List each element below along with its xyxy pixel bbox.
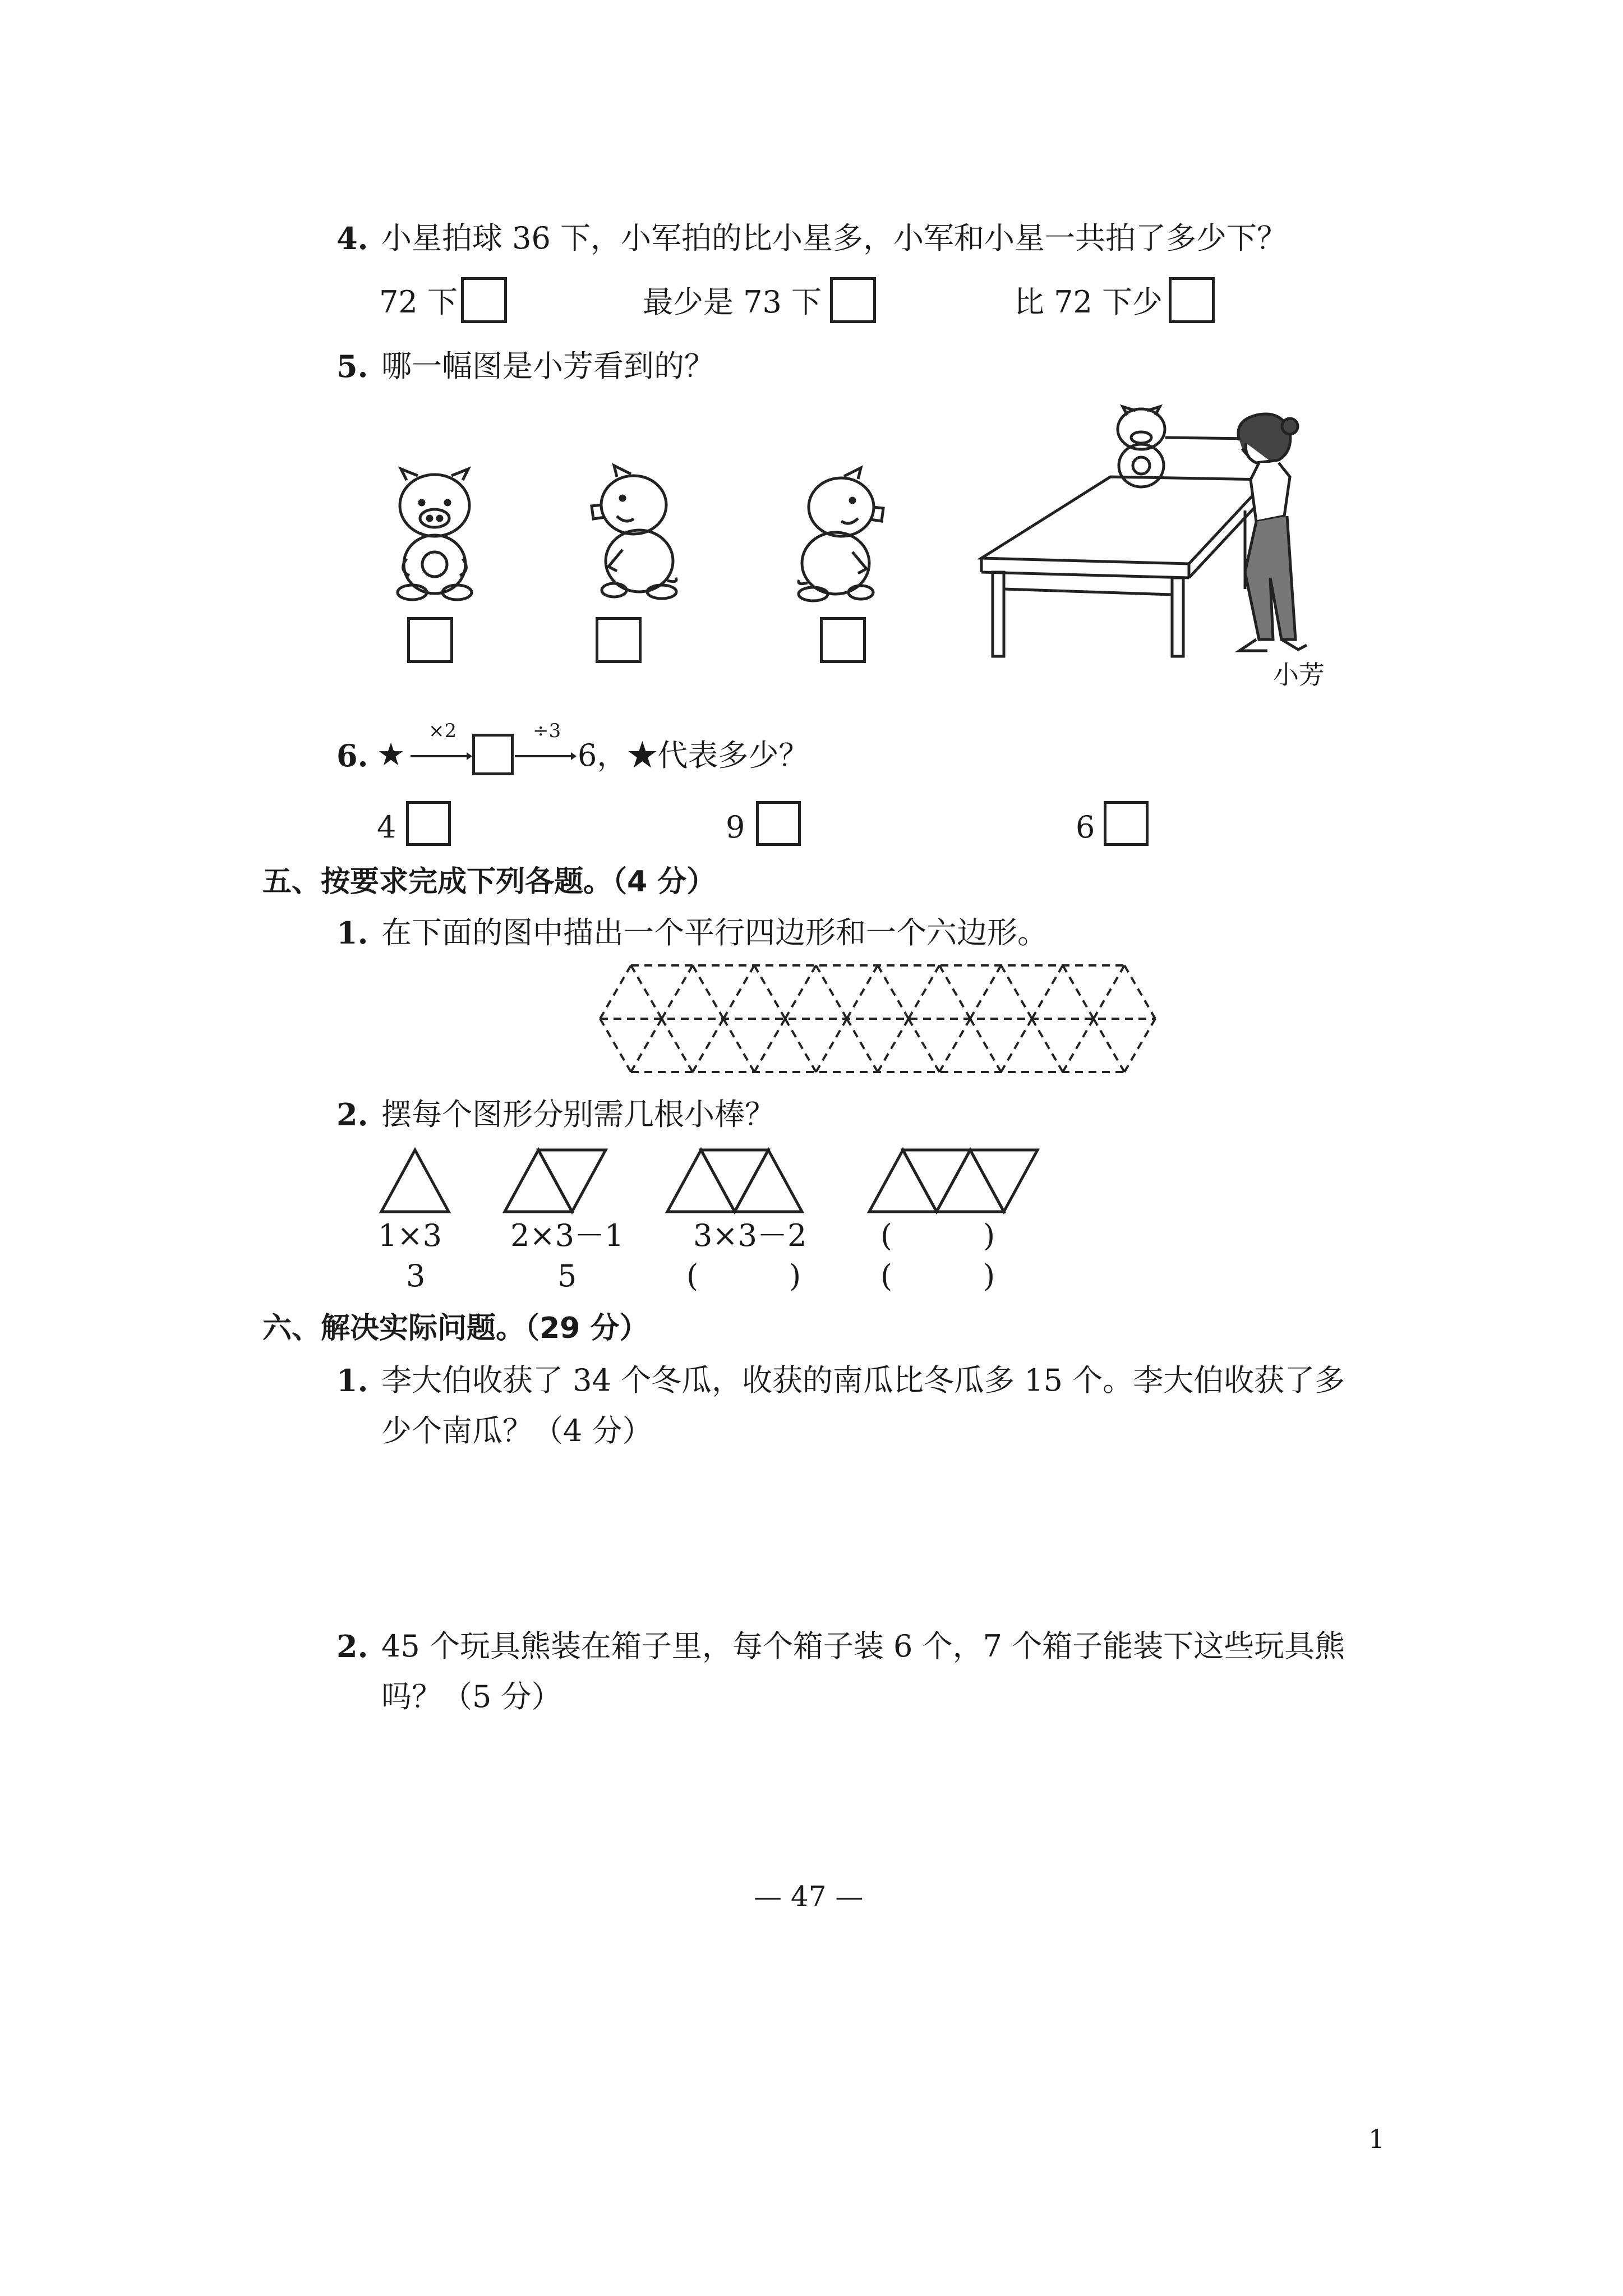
stick-triangle-figures [376, 1144, 1071, 1217]
q6-option-1-checkbox[interactable] [406, 801, 451, 846]
figure-3-formula: 3×3－2 [693, 1218, 807, 1253]
q4-option-2-checkbox[interactable] [830, 277, 876, 323]
s6-q2-line2: 吗？（5 分） [381, 1679, 562, 1714]
q5-number: 5. [336, 348, 368, 384]
q6-tail-text: 6，★代表多少？ [578, 738, 809, 773]
pig-side-view-right-illustration [791, 468, 892, 605]
s5-q2-number: 2. [336, 1097, 368, 1133]
q5-option-3-checkbox[interactable] [820, 617, 866, 663]
q4-option-1-checkbox[interactable] [461, 277, 507, 323]
q6-operation-2: ÷3 [533, 720, 561, 742]
figure-3-answer-blank[interactable]: ( ) [686, 1258, 801, 1294]
q6-option-2-label: 9 [726, 809, 745, 845]
s6-q1-line2: 少个南瓜？（4 分） [381, 1413, 653, 1448]
triangle-grid-figure[interactable] [594, 963, 1150, 1075]
q4-number: 4. [336, 220, 368, 256]
q4-option-3-label: 比 72 下少 [1014, 284, 1163, 320]
s6-q2-line1: 45 个玩具熊装在箱子里，每个箱子装 6 个，7 个箱子能装下这些玩具熊 [381, 1628, 1345, 1664]
q4-option-1-label: 72 下 [379, 284, 458, 320]
s5-q1-number: 1. [336, 915, 368, 951]
q6-arrow-2-icon [515, 751, 577, 762]
girl-name-label: 小芳 [1273, 660, 1325, 690]
s5-q1-text: 在下面的图中描出一个平行四边形和一个六边形。 [381, 915, 1048, 950]
s6-q1-number: 1. [336, 1363, 368, 1398]
pig-front-view-illustration [387, 469, 482, 604]
pig-side-view-left-illustration [583, 466, 684, 603]
page-number: — 47 — [754, 1880, 864, 1913]
s6-q1-line1: 李大伯收获了 34 个冬瓜，收获的南瓜比冬瓜多 15 个。李大伯收获了多 [381, 1363, 1345, 1398]
q6-operation-1: ×2 [428, 720, 457, 742]
q6-option-3-label: 6 [1076, 809, 1095, 845]
q6-option-2-checkbox[interactable] [756, 801, 801, 846]
figure-4-formula-blank[interactable]: ( ) [880, 1218, 995, 1253]
section6-title: 六、解决实际问题。（29 分） [262, 1312, 649, 1345]
q6-arrow-1-icon [411, 751, 472, 762]
s6-q2-number: 2. [336, 1628, 368, 1664]
section5-title: 五、按要求完成下列各题。（4 分） [262, 865, 716, 899]
q6-option-1-label: 4 [377, 809, 396, 845]
q4-text: 小星拍球 36 下，小军拍的比小星多，小军和小星一共拍了多少下？ [381, 220, 1288, 256]
figure-1-answer: 3 [406, 1258, 426, 1294]
figure-2-formula: 2×3－1 [510, 1218, 624, 1253]
table-pig-girl-illustration [976, 404, 1368, 662]
figure-4-answer-blank[interactable]: ( ) [880, 1258, 995, 1294]
q4-option-2-label: 最少是 73 下 [643, 284, 822, 320]
q5-text: 哪一幅图是小芳看到的？ [381, 348, 714, 384]
q4-option-3-checkbox[interactable] [1169, 277, 1215, 323]
q6-star-icon: ★ [377, 737, 405, 773]
q5-option-2-checkbox[interactable] [596, 617, 642, 663]
q6-option-3-checkbox[interactable] [1104, 801, 1149, 846]
q6-blank-box[interactable] [472, 734, 514, 775]
figure-1-formula: 1×3 [378, 1218, 442, 1253]
q5-option-1-checkbox[interactable] [407, 617, 453, 663]
figure-2-answer: 5 [557, 1258, 577, 1294]
s5-q2-text: 摆每个图形分别需几根小棒？ [381, 1097, 775, 1132]
corner-page-index: 1 [1368, 2124, 1385, 2154]
q6-number: 6. [336, 738, 368, 774]
